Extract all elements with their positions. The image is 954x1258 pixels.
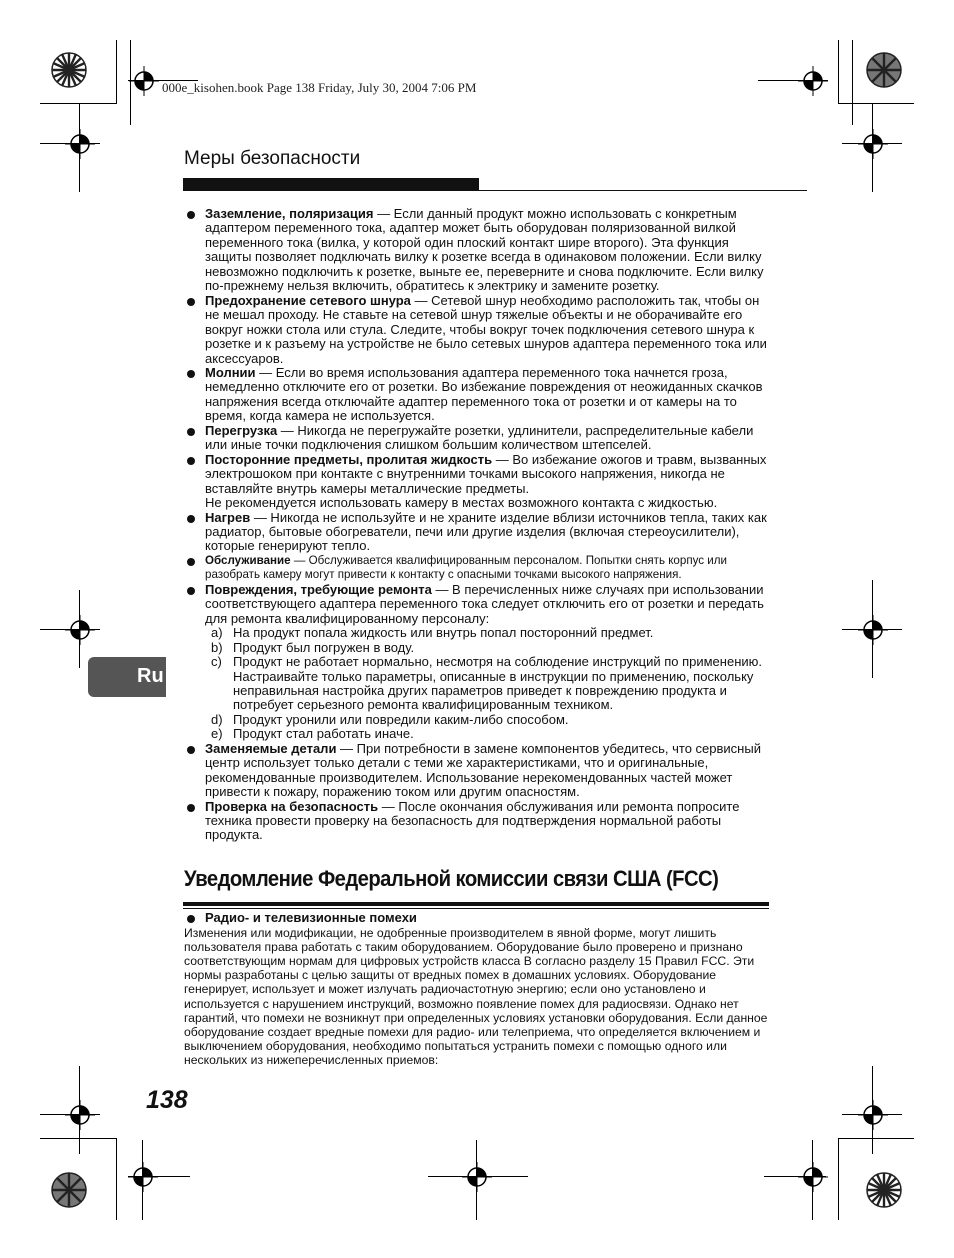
sub-item-letter: a): [211, 625, 223, 641]
item-text: — Если во время использования адаптера переменного тока начнется гроза, немедленно отключите его от розетки. Во избежание повреждения от неожиданных скачков напряжения всегда отключайте адаптер переменного тока от розетки и от камеры на то время, когда камера не используется.: [205, 364, 763, 424]
frame-bottom-left-v: [116, 1138, 117, 1220]
frame-bottom-right: [838, 1138, 914, 1139]
registration-mark-icon: [129, 66, 159, 96]
list-item: [184, 742, 770, 800]
item-label: Предохранение сетевого шнура: [205, 292, 411, 308]
registration-mark-icon: [65, 129, 95, 159]
item-label: Повреждения, требующие ремонта: [205, 581, 432, 597]
item-extra-text: Не рекомендуется использовать камеру в местах возможного контакта с жидкостью.: [205, 495, 718, 511]
registration-mark-icon: [858, 1100, 888, 1130]
item-text: — При потребности в замене компонентов убедитесь, что сервисный центр использует только детали с теми же характеристиками, что и оригинальные, рекомендованные производителем. Использование нерекомендованных частей может привести к пожару, поражению током или другим опасностям.: [205, 740, 761, 800]
sub-item-letter: d): [211, 711, 223, 727]
registration-mark-icon: [462, 1162, 492, 1192]
fcc-heading: Уведомление Федеральной комиссии связи США (FCC): [184, 866, 719, 891]
frame-top-left-v: [116, 40, 117, 104]
item-label: Перегрузка: [205, 422, 278, 438]
item-text: — Во избежание ожогов и травм, вызванных электрошоком при контакте с внутренними точками высокого напряжения, никогда не вставляйте внутрь камеры металлические предметы.: [205, 451, 767, 496]
registration-mark-icon: [858, 615, 888, 645]
registration-mark-icon: [65, 1100, 95, 1130]
sub-item: [184, 626, 770, 640]
frame-top-right-v: [838, 40, 839, 104]
item-text: — Обслуживается квалифицированным персоналом. Попытки снять корпус или разобрать камеру могут привести к контакту с опасными точками высокого напряжения.: [205, 553, 728, 582]
sub-item-text: Продукт не работает нормально, несмотря на соблюдение инструкций по применению. Настраивайте только параметры, описанные в инструкции по применению, поскольку неправильная настройка других параметров приведет к повреждению продукта и потребует серьезного ремонта квалифицированным техником.: [233, 654, 763, 713]
fcc-paragraph: Изменения или модификации, не одобренные производителем в явной форме, могут лишить пользователя права работать с таким оборудованием. Оборудование было проверено и признано соответствующим нормам для цифровых устройств класса B согласно разделу 15 Правил FCC. Эти нормы разработаны с целью защиты от вредных помех в домашних условиях. Оборудование генерирует, использует и может излучать радиочастотную энергию; если оно установлено и используется с нарушением инструкций, возможно появление помех для радиосвязи. Однако нет гарантий, что помехи не возникнут при определенных условиях установки оборудования. Если данное оборудование создает вредные помехи для радио- или телеприема, что определяется включением и выключением оборудования, необходимо попытаться устранить помехи с помощью одного или нескольких из нижеперечисленных приемов:: [184, 926, 768, 1067]
sub-item-text: Продукт был погружен в воду.: [233, 639, 415, 655]
list-item: [184, 554, 770, 583]
sub-item: [184, 713, 770, 727]
frame-bottom-left: [40, 1138, 116, 1139]
item-text: — В перечисленных ниже случаях при использовании соответствующего адаптера переменного тока следует отключить его от розетки и передать для ремонта квалифицированному персоналу:: [205, 581, 764, 626]
list-item: [184, 366, 770, 424]
sub-item: [184, 727, 770, 741]
language-tab: Ru: [88, 657, 166, 697]
registration-mark-icon: [858, 129, 888, 159]
sub-item: [184, 655, 770, 713]
registration-mark-icon: [128, 1162, 158, 1192]
color-wheel-icon: [866, 52, 902, 88]
fcc-subheading-label: Радио- и телевизионные помехи: [205, 910, 417, 925]
item-label: Обслуживание: [205, 553, 291, 567]
item-label: Заземление, поляризация: [205, 206, 374, 221]
book-info-header: 000e_kisohen.book Page 138 Friday, July 30, 2004 7:06 PM: [162, 80, 477, 95]
sub-item-text: Продукт стал работать иначе.: [233, 726, 414, 742]
list-item: [184, 583, 770, 626]
item-label: Нагрев: [205, 509, 251, 525]
item-label: Посторонние предметы, пролитая жидкость: [205, 451, 493, 467]
section-title: Меры безопасности: [184, 148, 361, 169]
fcc-body: [184, 911, 774, 1067]
color-wheel-icon: [51, 52, 87, 88]
list-item: [184, 800, 770, 843]
item-text: — Сетевой шнур необходимо расположить так, чтобы он не мешал проходу. Не ставьте на сетевой шнур тяжелые объекты и не оборачивайте его вокруг ножки стола или стула. Следите, чтобы вокруг точек подключения сетевого шнура к розетке и к разъему на устройстве не было сетевых шнуров адаптера переменного тока или аксессуаров.: [205, 292, 767, 366]
fcc-rule-thin: [183, 908, 769, 909]
page-number: 138: [146, 1086, 188, 1114]
sub-item: [184, 641, 770, 655]
frame-bottom-right-v: [838, 1138, 839, 1220]
list-item: [184, 511, 770, 554]
item-label: Заменяемые детали: [205, 740, 337, 756]
color-wheel-icon: [866, 1172, 902, 1208]
registration-mark-icon: [65, 615, 95, 645]
registration-mark-icon: [798, 66, 828, 96]
item-text: — После окончания обслуживания или ремонта попросите техника провести проверку на безопасность для подтверждения нормальной работы продукта.: [205, 798, 740, 843]
list-item: [184, 207, 770, 294]
list-item: [184, 453, 770, 511]
color-wheel-icon: [51, 1172, 87, 1208]
list-item: [184, 424, 770, 453]
item-label: Проверка на безопасность: [205, 798, 379, 814]
sub-item-letter: b): [211, 639, 223, 655]
fcc-subheading: [184, 911, 774, 925]
title-rule-thin: [183, 190, 807, 191]
sub-item-letter: c): [211, 654, 222, 670]
sub-item-text: Продукт уронили или повредили каким-либо способом.: [233, 711, 569, 727]
sub-item-text: На продукт попала жидкость или внутрь попал посторонний предмет.: [233, 625, 654, 641]
item-text: — Если данный продукт можно использовать с конкретным адаптером переменного тока, адаптер может быть оборудован поляризованной вилкой переменного тока (вилка, у которой один плоский контакт шире второго). Эта функция защиты позволяет подключать вилку к розетке всегда в одинаковом положении. Если вилку невозможно подключить к розетке, выньте ее, переверните и снова подключите. Если вилку по-прежнему нельзя включить, обратитесь к электрику и замените розетку.: [205, 206, 764, 294]
item-label: Молнии: [205, 364, 256, 380]
list-item: [184, 294, 770, 366]
item-text: — Никогда не перегружайте розетки, удлинители, распределительные кабели или иные точки подключения слишком большим количеством штепселей.: [205, 422, 754, 453]
registration-mark-icon: [798, 1162, 828, 1192]
item-text: — Никогда не используйте и не храните изделие вблизи источников тепла, таких как радиатор, бытовые обогреватели, печи или другие изделия (включая стереоусилители), которые генерируют тепло.: [205, 509, 767, 554]
frame-top-left: [40, 103, 116, 104]
frame-top-right: [838, 103, 914, 104]
fcc-rule-thick: [183, 902, 769, 906]
safety-list: [184, 207, 770, 843]
sub-item-letter: e): [211, 726, 223, 742]
